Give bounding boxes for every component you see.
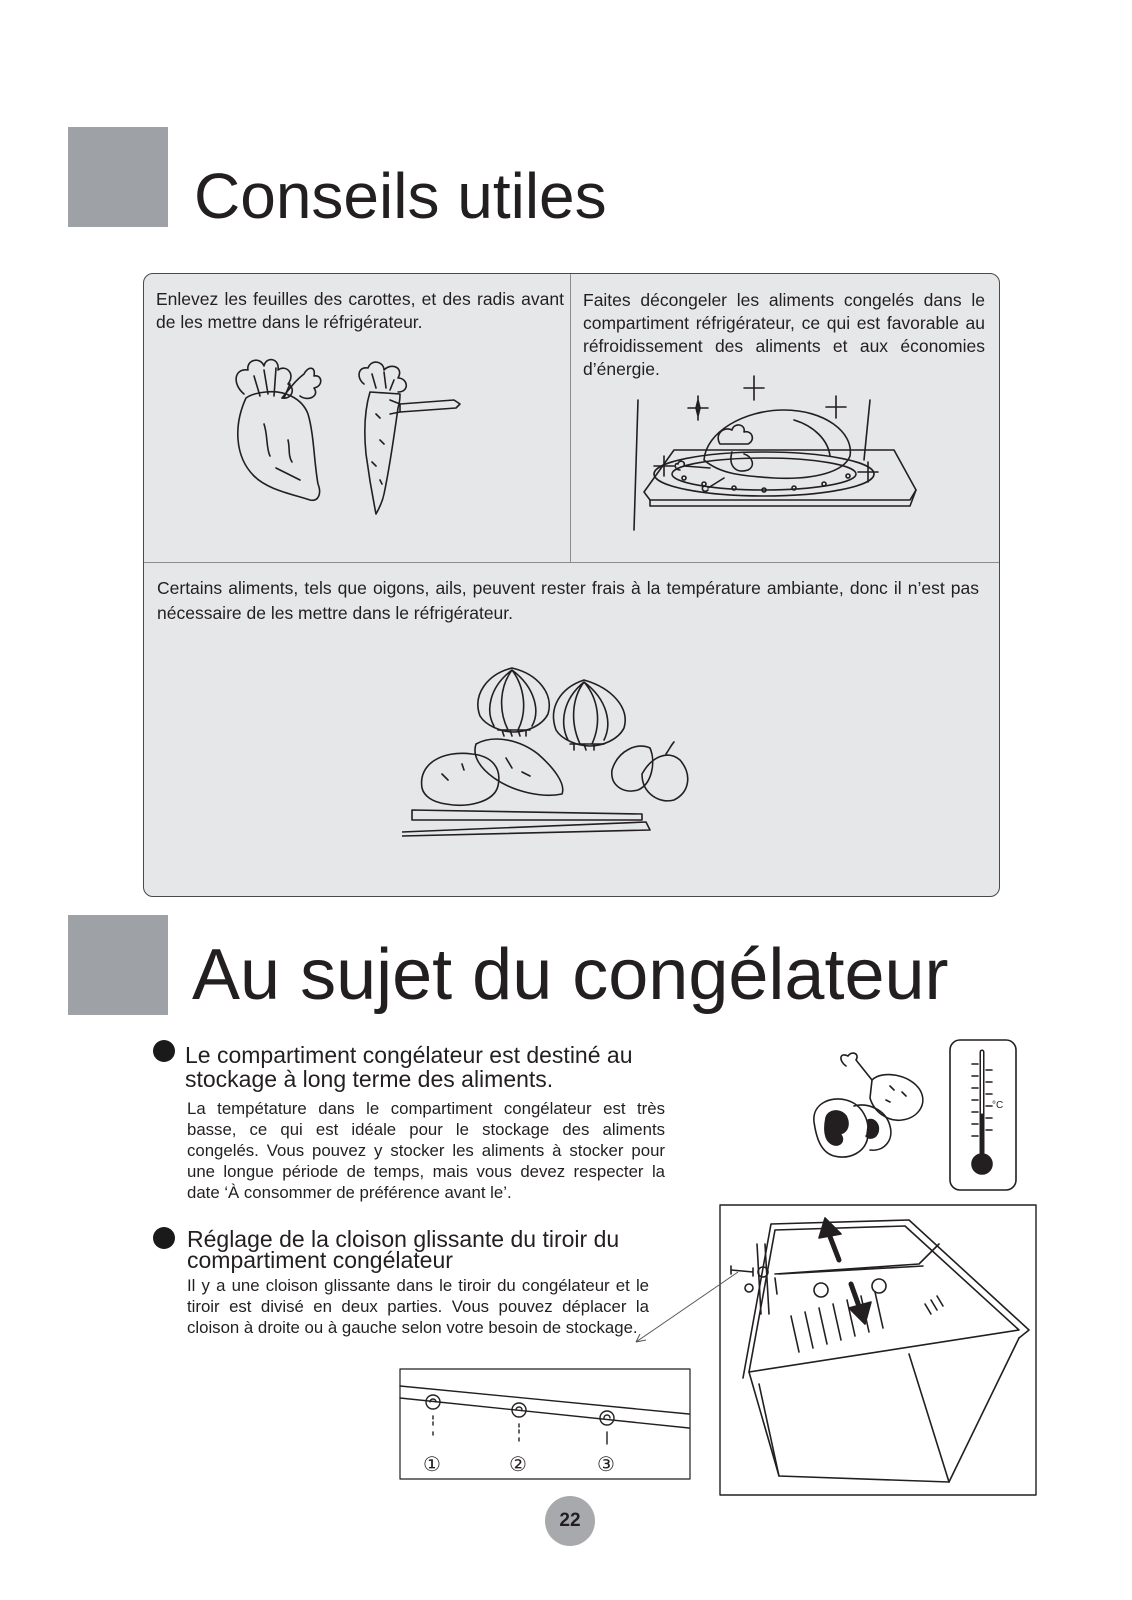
bullet-2-body: Il y a une cloison glissante dans le tiroir du congélateur et le tiroir est divisé en deux parties. Vous pouvez déplacer la cloison à droite ou à gauche selon votre besoin de stockage. [187,1276,649,1337]
bullet-2-heading: Réglage de la cloison glissante du tiroir du compartiment congélateur [187,1226,620,1273]
frozen-food-thermometer-illustration [810,1036,1030,1196]
panel-divider-vertical [570,274,571,562]
detail-pointer-line [630,1270,740,1350]
position-label-3: ③ [597,1452,615,1476]
panel-divider-horizontal [144,562,999,563]
partition-rail-detail [399,1368,691,1480]
thawing-chicken-illustration [624,370,944,540]
bullet-1-body: La tempétature dans le compartiment congélateur est très basse, ce qui est idéale pour le stockage des aliments congelés. Vous pouvez y stocker les aliments à stocker pour une longue période de temps, mais vous devez respecter la date ‘À consommer de préférence avant le’. [187,1099,665,1202]
tips-panel [143,273,1000,897]
section-marker-freezer [68,915,168,1015]
tip-thaw-text: Faites décongeler les aliments congelés dans le compartiment réfrigérateur, ce qui est favorable au réfroidissement des aliments et aux économies d’énergie. [583,290,985,379]
position-label-2: ② [509,1452,527,1476]
freezer-drawer-illustration [719,1204,1037,1496]
onions-garlic-illustration [402,664,722,844]
bullet-marker-1 [153,1040,175,1062]
bullet-1-heading: Le compartiment congélateur est destiné au stockage à long terme des aliments. [185,1042,633,1092]
page-number-badge: 22 [545,1496,595,1546]
section-marker-tips [68,127,168,227]
bullet-marker-2 [153,1227,175,1249]
tip-carrots-text: Enlevez les feuilles des carottes, et des radis avant de les mettre dans le réfrigérateur. [156,289,564,332]
position-label-1: ① [423,1452,441,1476]
section-title-tips: Conseils utiles [194,160,607,232]
thermometer-unit: °C [992,1100,1004,1111]
tip-onions-text: Certains aliments, tels que oigons, ails, peuvent rester frais à la température ambiante, donc il n’est pas nécessaire de les mettre dans le réfrigérateur. [157,578,979,623]
section-title-freezer: Au sujet du congélateur [192,935,949,1015]
radish-carrot-illustration [204,344,474,524]
